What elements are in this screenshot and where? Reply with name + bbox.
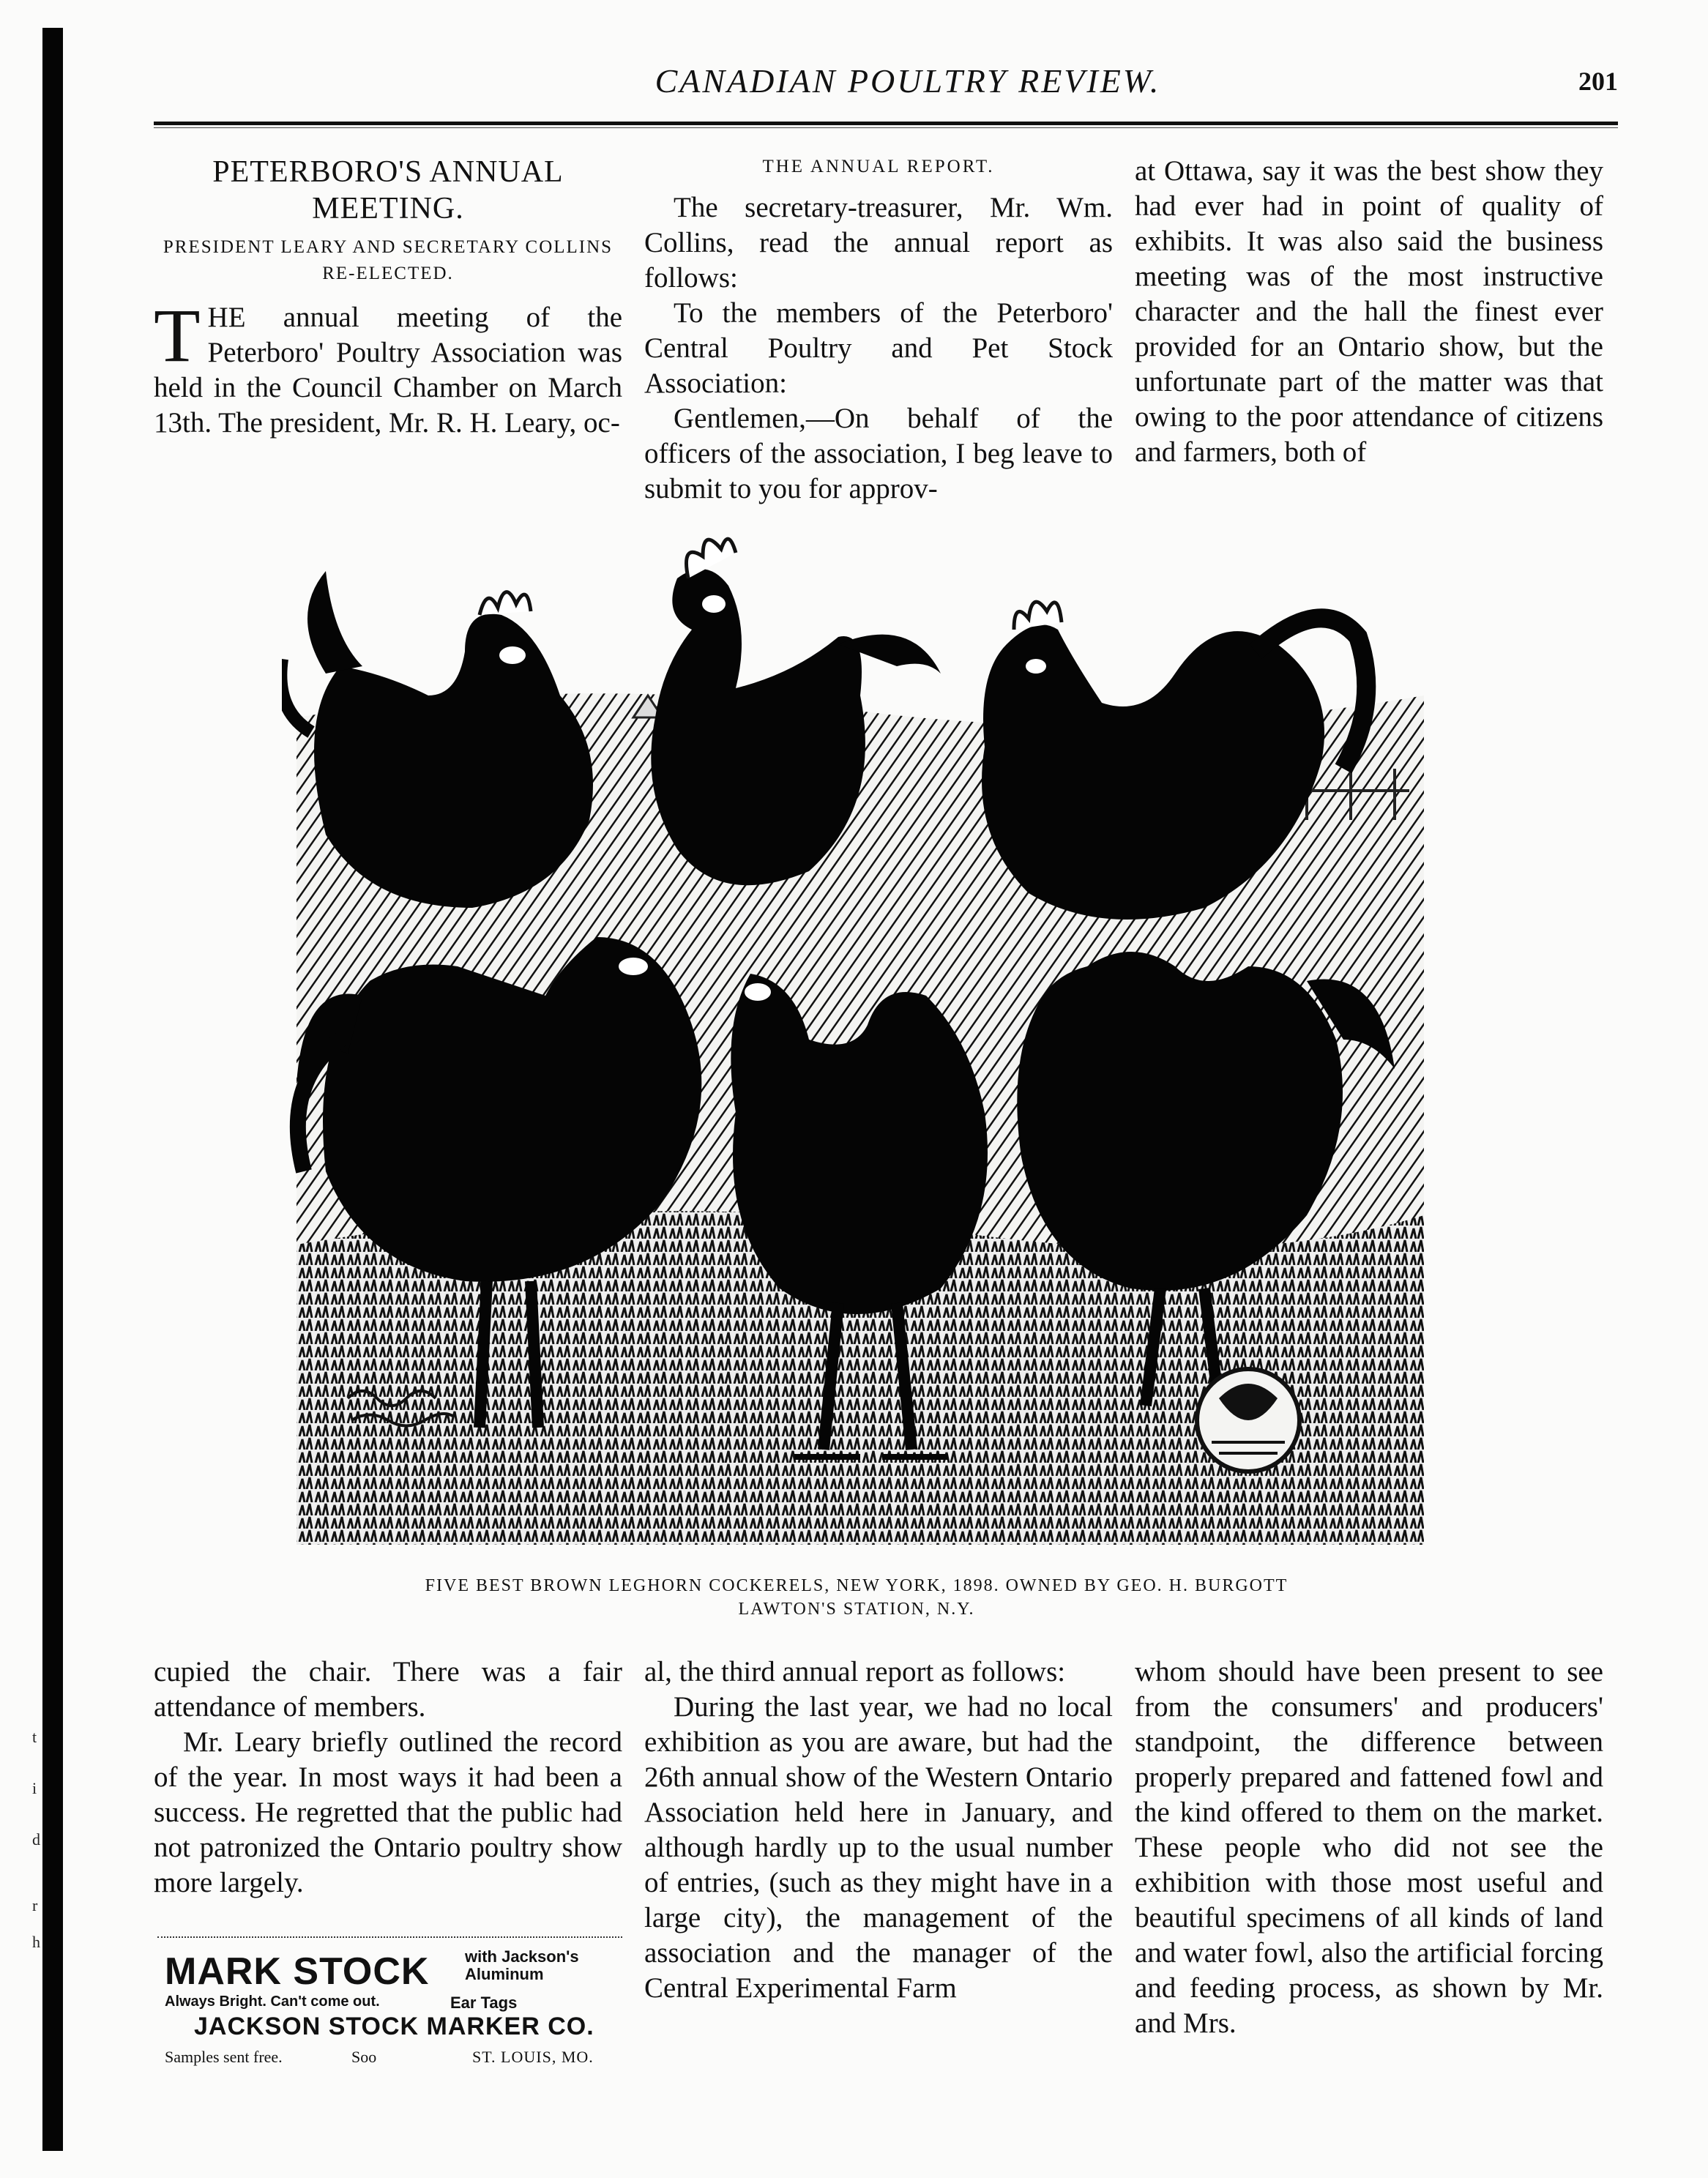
leghorn-cockerels-illustration: [282, 527, 1431, 1552]
column-3-bottom: [1135, 1655, 1603, 2041]
illustration-caption: [220, 1574, 1493, 1621]
margin-mark: i: [32, 1779, 37, 1797]
ad-company: JACKSON STOCK MARKER CO.: [194, 2013, 594, 2040]
column-1-top: [154, 154, 622, 441]
article-subheadline: PRESIDENT LEARY AND SECRETARY COLLINS RE-ELECTED.: [163, 237, 614, 283]
paragraph: Mr. Leary briefly outlined the record of the year. In most ways it had been a success. He regretted that the public had not patronized the Ontario poultry show more largely.: [154, 1726, 622, 1898]
section-heading-annual-report: THE ANNUAL REPORT.: [762, 157, 995, 176]
caption-line: FIVE BEST BROWN LEGHORN COCKERELS, NEW YORK, 1898. OWNED BY GEO. H. BURGOTT: [425, 1576, 1289, 1595]
article-headline: PETERBORO'S ANNUAL MEETING.: [212, 155, 564, 225]
paragraph: whom should have been present to see from the consumers' and producers' standpoint, the difference between properly prepared and fattened fowl and the kind offered to them on the market. These people who did not see the exhibition with those most useful and beautiful specimens of all kinds of land and water fowl, also the artificial forcing and feeding process, as shown by Mr. and Mrs.: [1135, 1656, 1603, 2039]
article-lead: [154, 294, 622, 441]
margin-mark: d: [32, 1830, 40, 1849]
ad-brand: MARK STOCK: [165, 1950, 430, 1993]
ad-number: Soo: [351, 2048, 377, 2066]
margin-marks: [22, 1728, 44, 1991]
binding-edge: [42, 28, 63, 2151]
column-2-bottom: [644, 1655, 1113, 2006]
caption-line: LAWTON'S STATION, N.Y.: [738, 1600, 975, 1619]
paragraph: at Ottawa, say it was the best show they had ever had in point of quality of exhibits. It was also said the business meeting was of the most instructive character and the hall the finest ever provided for an Ontario show, but the unfortunate part of the matter was that owing to the poor attendance of citizens and farmers, both of: [1135, 155, 1603, 468]
column-1-bottom: [154, 1655, 622, 1901]
ad-with-line: Aluminum: [465, 1965, 544, 1983]
ad-samples: Samples sent free.: [165, 2048, 283, 2066]
paragraph: al, the third annual report as follows:: [644, 1656, 1066, 1687]
ad-with-text: [465, 1948, 579, 1983]
margin-mark: h: [32, 1933, 40, 1951]
ad-tagline: Ear Tags: [450, 1994, 518, 2012]
paragraph: To the members of the Peterboro' Central Poultry and Pet Stock Association:: [644, 297, 1113, 399]
running-head: [154, 61, 1618, 120]
lead-text: HE annual meeting of the Peterboro' Poultry Association was held in the Council Chamber on March 13th. The president, Mr. R. H. Leary, oc-: [154, 302, 622, 439]
column-2-top: [644, 154, 1113, 507]
page-number: 201: [1578, 67, 1618, 96]
header-rule: [154, 122, 1618, 125]
paragraph: cupied the chair. There was a fair attendance of members.: [154, 1656, 622, 1723]
jackson-stock-marker-ad: [157, 1936, 622, 2068]
column-3-top: [1135, 154, 1603, 470]
ad-divider: [157, 1936, 622, 1938]
ad-city: ST. LOUIS, MO.: [472, 2048, 594, 2066]
ad-with-line: with Jackson's: [465, 1947, 579, 1966]
publication-title: CANADIAN POULTRY REVIEW.: [655, 62, 1161, 100]
ad-tagline: Always Bright. Can't come out.: [165, 1994, 380, 2010]
margin-mark: t: [32, 1728, 37, 1746]
drop-cap: T: [154, 294, 201, 378]
margin-mark: r: [32, 1896, 38, 1914]
paragraph: Gentlemen,—On behalf of the officers of the association, I beg leave to submit to you for approv-: [644, 403, 1113, 504]
paragraph: The secretary-treasurer, Mr. Wm. Collins, read the annual report as follows:: [644, 192, 1113, 294]
engraver-seal: [1197, 1369, 1299, 1472]
header-rule-thin: [154, 127, 1618, 128]
paragraph: During the last year, we had no local exhibition as you are aware, but had the 26th annual show of the Western Ontario Association held here in January, and although hardly up to the usual number of entries, (such as they might have in a large city), the management of the association and the manager of the Central Experimental Farm: [644, 1691, 1113, 2004]
